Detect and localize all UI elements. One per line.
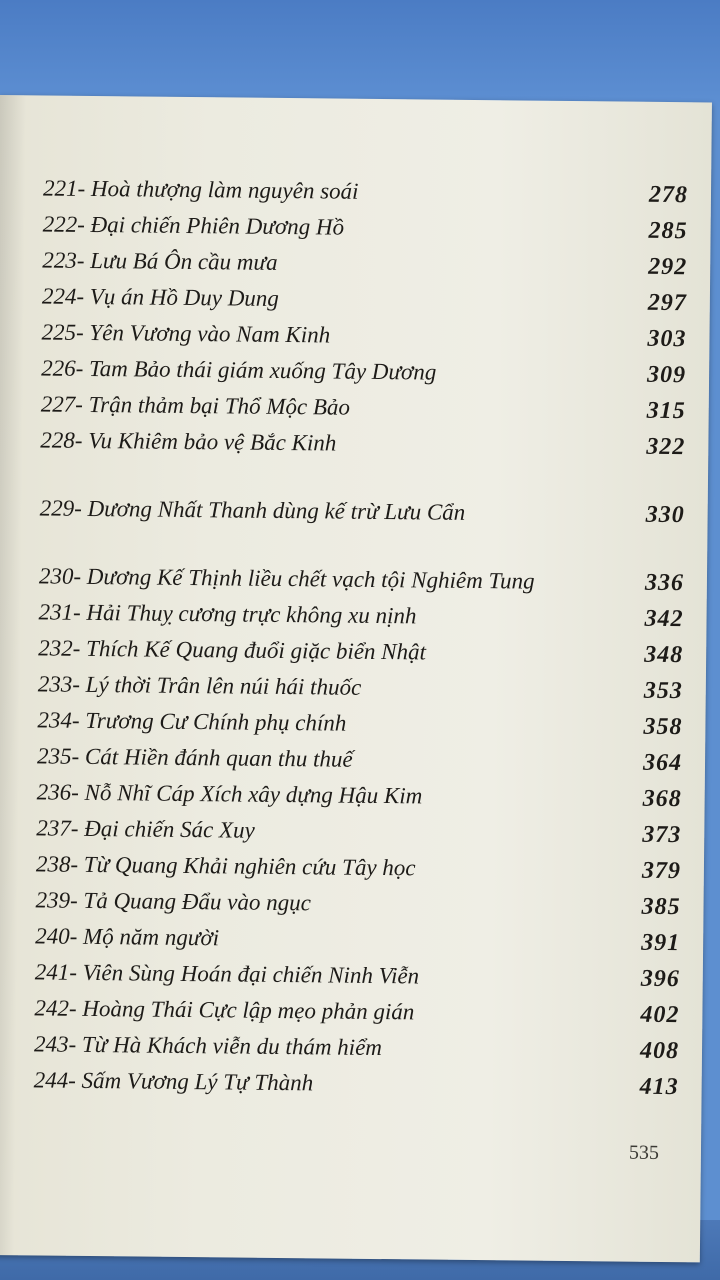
toc-entry-page: 297 bbox=[647, 289, 687, 317]
toc-entry-title: 224- Vụ án Hồ Duy Dung bbox=[41, 283, 280, 311]
toc-entry-title: 230- Dương Kế Thịnh liều chết vạch tội Nghiêm Tung bbox=[38, 563, 535, 594]
page-number: 535 bbox=[628, 1141, 660, 1164]
toc-entry-title: 222- Đại chiến Phiên Dương Hồ bbox=[42, 211, 345, 240]
toc-entry bbox=[34, 1059, 679, 1102]
toc-entry-page: 322 bbox=[646, 433, 686, 461]
toc-entry-title: 221- Hoà thượng làm nguyên soái bbox=[42, 175, 359, 204]
toc-entry bbox=[40, 455, 686, 530]
table-of-contents bbox=[34, 167, 689, 1102]
toc-entry-page: 364 bbox=[642, 749, 683, 777]
toc-entry-title: 225- Yên Vương vào Nam Kinh bbox=[41, 319, 331, 348]
toc-entry-title: 223- Lưu Bá Ôn cầu mưa bbox=[42, 247, 278, 275]
toc-entry bbox=[43, 167, 688, 210]
background-top bbox=[0, 0, 720, 110]
toc-entry-page: 396 bbox=[640, 965, 680, 993]
toc-entry-title: 236- Nỗ Nhĩ Cáp Xích xây dựng Hậu Kim bbox=[36, 779, 423, 809]
toc-entry bbox=[39, 523, 685, 598]
toc-entry bbox=[40, 419, 685, 462]
toc-entry bbox=[35, 879, 680, 922]
toc-entry-title: 226- Tam Bảo thái giám xuống Tây Dương bbox=[41, 355, 437, 385]
toc-entry-page: 368 bbox=[642, 785, 682, 813]
toc-entry-title: 233- Lý thời Trân lên núi hái thuốc bbox=[37, 671, 362, 700]
toc-entry-title: 227- Trận thảm bại Thổ Mộc Bảo bbox=[40, 391, 351, 420]
toc-entry bbox=[41, 311, 686, 354]
toc-entry bbox=[34, 1023, 679, 1066]
toc-entry bbox=[38, 663, 683, 706]
toc-entry bbox=[38, 627, 683, 670]
toc-entry bbox=[34, 987, 679, 1030]
toc-entry-title: 228- Vu Khiêm bảo vệ Bắc Kinh bbox=[40, 427, 337, 456]
toc-entry bbox=[42, 239, 687, 282]
toc-entry bbox=[37, 735, 682, 778]
toc-entry-page: 413 bbox=[639, 1073, 679, 1101]
toc-entry bbox=[35, 915, 680, 958]
toc-entry bbox=[37, 699, 682, 742]
toc-entry bbox=[41, 383, 686, 426]
toc-entry-page: 391 bbox=[641, 929, 681, 957]
toc-entry bbox=[36, 843, 681, 886]
toc-entry bbox=[36, 807, 681, 850]
toc-entry-page: 402 bbox=[640, 1001, 680, 1029]
toc-entry-title: 239- Tả Quang Đẩu vào ngục bbox=[35, 887, 312, 916]
toc-entry-page: 303 bbox=[647, 325, 687, 353]
toc-entry-title: 243- Từ Hà Khách viễn du thám hiểm bbox=[33, 1031, 383, 1061]
toc-entry bbox=[42, 275, 687, 318]
toc-entry-page: 408 bbox=[639, 1037, 680, 1065]
toc-entry-page: 342 bbox=[644, 605, 684, 633]
toc-entry-title: 231- Hải Thuỵ cương trực không xu nịnh bbox=[38, 599, 417, 629]
toc-entry-title: 238- Từ Quang Khải nghiên cứu Tây học bbox=[35, 851, 416, 881]
toc-entry-title: 244- Sấm Vương Lý Tự Thành bbox=[33, 1067, 314, 1096]
page-shadow bbox=[0, 95, 26, 1255]
toc-entry-title: 242- Hoàng Thái Cực lập mẹo phản gián bbox=[34, 995, 415, 1025]
toc-entry bbox=[42, 203, 687, 246]
toc-entry-page: 385 bbox=[641, 893, 681, 921]
toc-entry bbox=[38, 591, 683, 634]
toc-entry-title: 232- Thích Kế Quang đuổi giặc biển Nhật bbox=[38, 635, 427, 665]
toc-entry-page: 348 bbox=[644, 641, 684, 669]
toc-entry-page: 309 bbox=[646, 361, 687, 389]
toc-entry-page: 373 bbox=[642, 821, 682, 849]
toc-entry bbox=[37, 771, 682, 814]
book-page bbox=[0, 95, 712, 1262]
toc-entry-page: 330 bbox=[645, 501, 685, 529]
toc-entry-page: 285 bbox=[648, 217, 688, 245]
toc-entry-title: 229- Dương Nhất Thanh dùng kế trừ Lưu Cẩn bbox=[39, 495, 466, 525]
toc-entry bbox=[41, 347, 686, 390]
toc-entry-page: 292 bbox=[648, 253, 688, 281]
toc-entry-title: 241- Viên Sùng Hoán đại chiến Ninh Viễn bbox=[34, 959, 420, 989]
toc-entry-title: 235- Cát Hiền đánh quan thu thuế bbox=[36, 743, 353, 772]
toc-entry-page: 315 bbox=[646, 397, 686, 425]
toc-entry bbox=[35, 951, 680, 994]
toc-entry-page: 379 bbox=[641, 857, 682, 885]
toc-entry-title: 234- Trương Cư Chính phụ chính bbox=[37, 707, 347, 736]
toc-entry-page: 278 bbox=[648, 181, 689, 209]
toc-entry-title: 237- Đại chiến Sác Xuy bbox=[36, 815, 255, 843]
toc-entry-page: 336 bbox=[644, 569, 685, 597]
toc-entry-page: 358 bbox=[643, 713, 683, 741]
toc-entry-title: 240- Mộ năm người bbox=[35, 923, 220, 951]
toc-entry-page: 353 bbox=[643, 677, 683, 705]
